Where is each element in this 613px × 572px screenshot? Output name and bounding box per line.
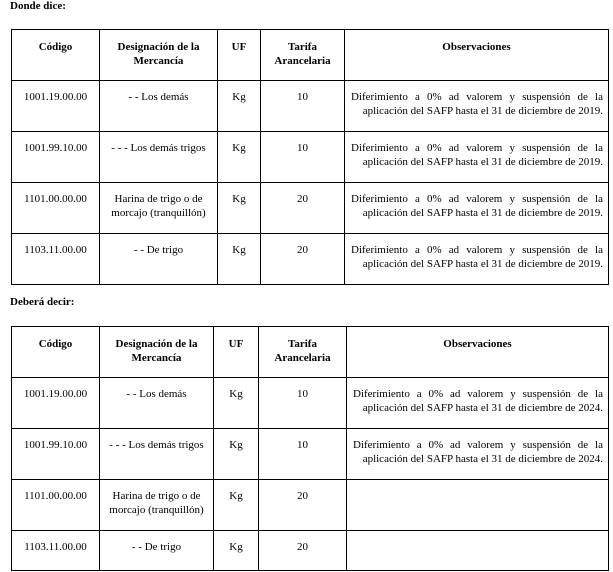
cell-codigo: 1101.00.00.00 [12,480,100,531]
cell-tarifa: 20 [261,234,345,285]
table-row [12,531,609,571]
header-designacion: Designación de la Mercancía [100,327,214,378]
cell-observaciones: Diferimiento a 0% ad valorem y suspensión de la aplicación del SAFP hasta el 31 de diciembre de 2024. [347,378,609,429]
table-row [12,183,609,234]
header-codigo: Código [12,30,100,81]
cell-designacion: - - - Los demás trigos [100,429,214,480]
cell-uf: Kg [218,183,261,234]
cell-observaciones: Diferimiento a 0% ad valorem y suspensión de la aplicación del SAFP hasta el 31 de diciembre de 2019. [345,234,609,285]
table-row [12,132,609,183]
table-row [12,81,609,132]
header-row [12,327,609,378]
cell-codigo: 1103.11.00.00 [12,234,100,285]
cell-codigo: 1101.00.00.00 [12,183,100,234]
cell-uf: Kg [214,531,259,571]
cell-uf: Kg [218,81,261,132]
cell-tarifa: 10 [261,81,345,132]
cell-observaciones: Diferimiento a 0% ad valorem y suspensión de la aplicación del SAFP hasta el 31 de diciembre de 2024. [347,429,609,480]
section-heading-debera-decir: Deberá decir: [10,296,75,308]
table-row [12,429,609,480]
tariff-table-original [11,29,609,285]
cell-tarifa: 10 [259,429,347,480]
cell-tarifa: 10 [261,132,345,183]
header-tarifa: Tarifa Arancelaria [259,327,347,378]
header-observaciones: Observaciones [345,30,609,81]
table-row [12,234,609,285]
cell-designacion: - - - Los demás trigos [100,132,218,183]
section-heading-donde-dice: Donde dice: [10,0,66,12]
cell-uf: Kg [214,378,259,429]
tariff-table-corrected [11,326,609,571]
cell-codigo: 1001.19.00.00 [12,81,100,132]
cell-designacion: - - De trigo [100,234,218,285]
table-row [12,480,609,531]
header-designacion: Designación de la Mercancía [100,30,218,81]
header-row [12,30,609,81]
cell-tarifa: 20 [259,480,347,531]
table-header [12,327,609,378]
cell-observaciones [347,531,609,571]
cell-designacion: - - Los demás [100,378,214,429]
cell-tarifa: 10 [259,378,347,429]
header-uf: UF [214,327,259,378]
table-header [12,30,609,81]
cell-designacion: Harina de trigo o de morcajo (tranquillón) [100,480,214,531]
cell-designacion: - - Los demás [100,81,218,132]
header-observaciones: Observaciones [347,327,609,378]
cell-observaciones: Diferimiento a 0% ad valorem y suspensión de la aplicación del SAFP hasta el 31 de diciembre de 2019. [345,183,609,234]
cell-observaciones: Diferimiento a 0% ad valorem y suspensión de la aplicación del SAFP hasta el 31 de diciembre de 2019. [345,132,609,183]
table-row [12,378,609,429]
cell-codigo: 1001.19.00.00 [12,378,100,429]
header-uf: UF [218,30,261,81]
cell-tarifa: 20 [259,531,347,571]
cell-observaciones [347,480,609,531]
cell-uf: Kg [214,480,259,531]
cell-codigo: 1001.99.10.00 [12,429,100,480]
cell-uf: Kg [218,234,261,285]
cell-designacion: - - De trigo [100,531,214,571]
cell-codigo: 1103.11.00.00 [12,531,100,571]
cell-uf: Kg [218,132,261,183]
cell-codigo: 1001.99.10.00 [12,132,100,183]
cell-uf: Kg [214,429,259,480]
cell-designacion: Harina de trigo o de morcajo (tranquillón) [100,183,218,234]
header-tarifa: Tarifa Arancelaria [261,30,345,81]
header-codigo: Código [12,327,100,378]
cell-observaciones: Diferimiento a 0% ad valorem y suspensión de la aplicación del SAFP hasta el 31 de diciembre de 2019. [345,81,609,132]
cell-tarifa: 20 [261,183,345,234]
